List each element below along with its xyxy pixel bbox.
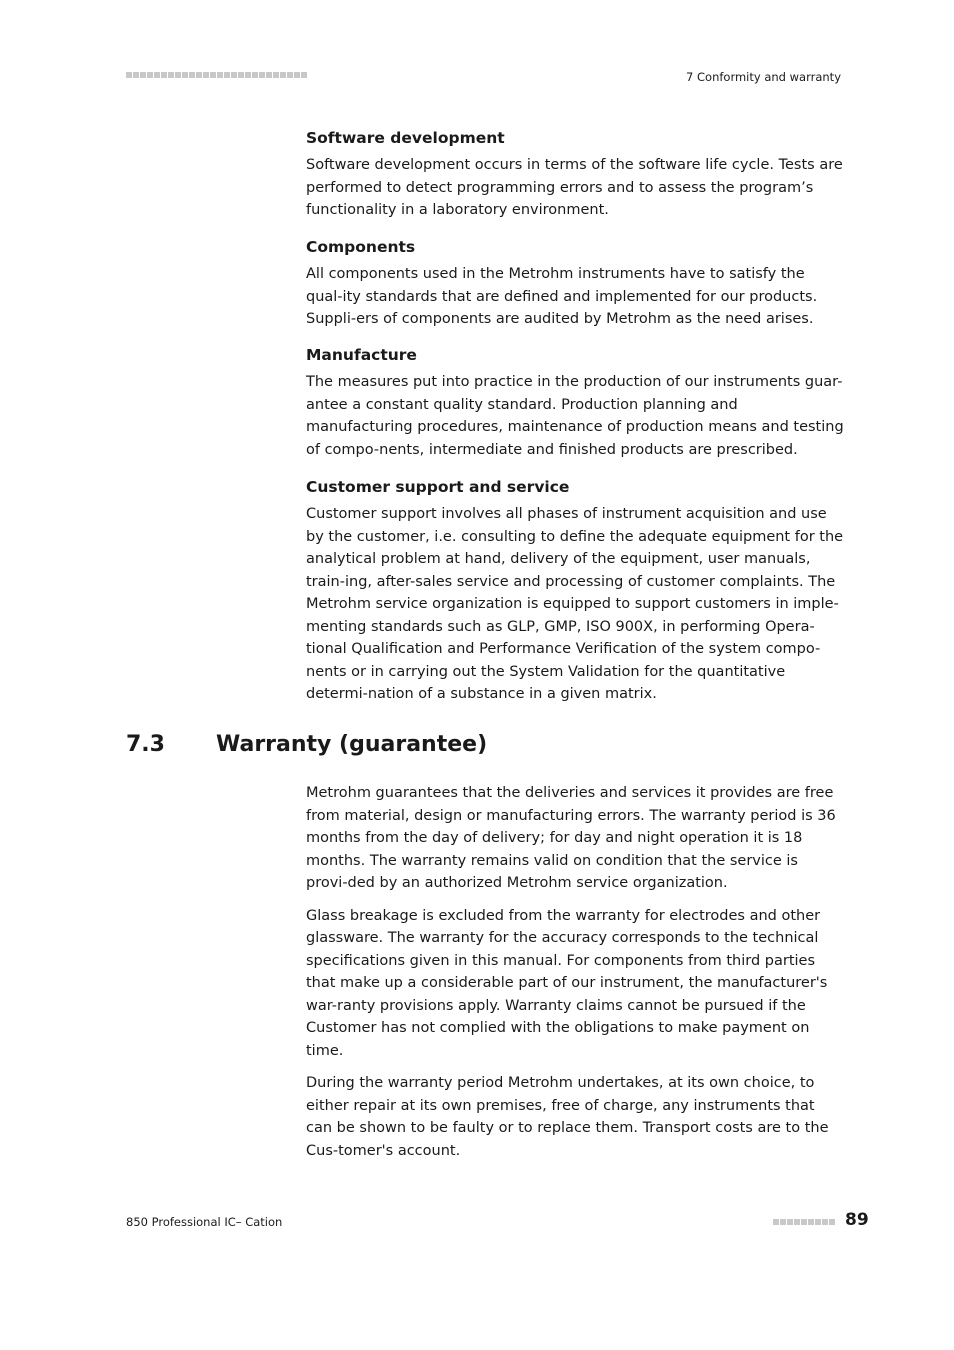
warranty-body <box>306 782 844 1162</box>
paragraph: All components used in the Metrohm instruments have to satisfy the qual-ity standards that are defined and implemented for our products. Suppli-ers of components are audited by Metrohm as the need arises. <box>306 266 818 327</box>
subheading: Software development <box>306 129 505 147</box>
paragraph: Software development occurs in terms of the software life cycle. Tests are performed to detect programming errors and to assess the program’s functionality in a laboratory environment. <box>306 157 843 218</box>
paragraph: During the warranty period Metrohm undertakes, at its own choice, to either repair at its own premises, free of charge, any instruments that can be shown to be faulty or to replace them. Transport costs are to the Cus-tomer's account. <box>306 1075 829 1159</box>
section-number: 7.3 <box>126 732 165 757</box>
header-decoration <box>126 72 307 78</box>
subheading: Components <box>306 238 416 256</box>
section-software-development <box>306 128 844 222</box>
paragraph: Glass breakage is excluded from the warranty for electrodes and other glassware. The warranty for the accuracy corresponds to the technical specifications given in this manual. For components from third parties that make up a considerable part of our instrument, the manufacturer's war-ranty provisions apply. Warranty claims cannot be pursued if the Customer has not complied with the obligations to make payment on time. <box>306 907 828 1059</box>
subheading: Manufacture <box>306 346 417 364</box>
section-customer-support <box>306 477 844 706</box>
paragraph: Metrohm guarantees that the deliveries and services it provides are free from material, design or manufacturing errors. The warranty period is 36 months from the day of delivery; for day and night operation it is 18 months. The warranty remains valid on condition that the service is provi-ded by an authorized Metrohm service organization. <box>306 785 836 891</box>
page-number: 89 <box>845 1210 869 1230</box>
paragraph: Customer support involves all phases of instrument acquisition and use by the customer, i.e. consulting to define the adequate equipment for the analytical problem at hand, delivery of the equipment, user manuals, train-ing, after-sales service and processing of customer complaints. The Metrohm service organization is equipped to support customers in imple-menting standards such as GLP, GMP, ISO 900X, in performing Opera-tional Qualification and Performance Verification of the system compo-nents or in carrying out the System Validation for the quantitative determi-nation of a substance in a given matrix. <box>306 506 844 702</box>
section-title: Warranty (guarantee) <box>216 732 488 757</box>
section-manufacture <box>306 345 844 461</box>
paragraph: The measures put into practice in the production of our instruments guar-antee a constant quality standard. Production planning and manufacturing procedures, maintenance of production means and testing of compo-nents, intermediate and finished products are prescribed. <box>306 374 844 458</box>
section-heading-warranty <box>126 732 487 757</box>
chapter-header: 7 Conformity and warranty <box>686 70 841 84</box>
section-components <box>306 237 844 331</box>
footer-product: 850 Professional IC– Cation <box>126 1215 283 1229</box>
footer-decoration <box>773 1219 835 1225</box>
subheading: Customer support and service <box>306 478 570 496</box>
